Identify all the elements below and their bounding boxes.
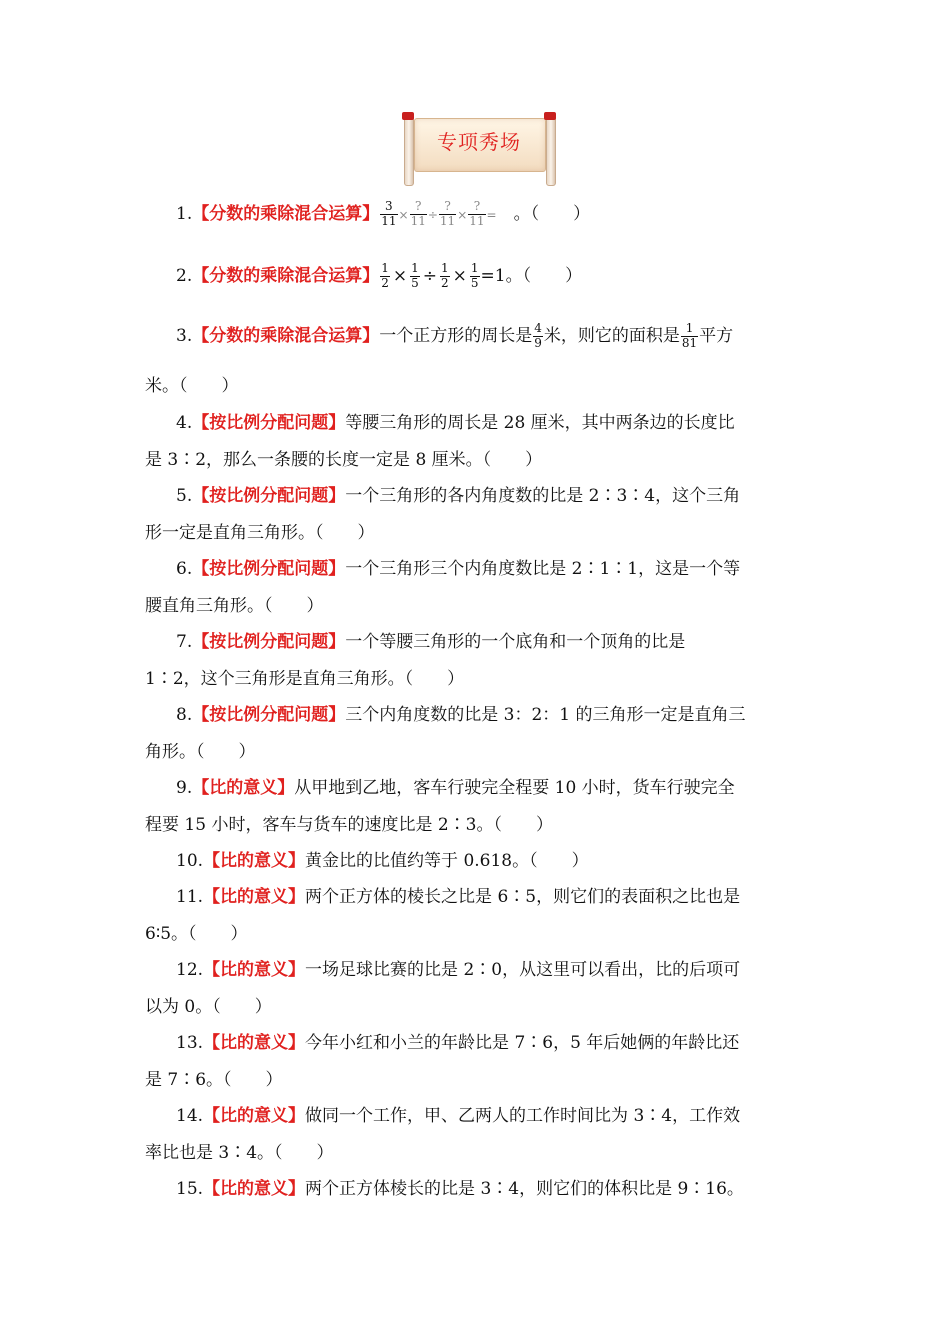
fraction: $\frac{1}{5}$ bbox=[470, 261, 479, 290]
fraction: $\frac{1}{81}$ bbox=[681, 321, 698, 350]
question-text: 米，则它的面积是 bbox=[543, 325, 680, 346]
question-number: 5. bbox=[176, 486, 193, 506]
fraction-faint: $\frac{?}{11}$ bbox=[410, 199, 426, 228]
question-tag: 【比的意义】 bbox=[203, 851, 306, 871]
question-7-line-2: 1∶2，这个三角形是直角三角形。（ ） bbox=[145, 669, 465, 689]
question-number: 2. bbox=[176, 265, 193, 286]
question-text: 一个三角形三个内角度数比是 2∶1∶1，这是一个等 bbox=[345, 559, 741, 579]
question-11-line-2: 6∶5。（ ） bbox=[145, 924, 248, 944]
scroll-rod-right bbox=[546, 114, 556, 186]
question-tag: 【按比例分配问题】 bbox=[192, 413, 346, 433]
question-12-line-2: 以为 0。（ ） bbox=[145, 997, 272, 1017]
question-5 bbox=[176, 488, 740, 505]
question-text: 两个正方体棱长的比是 3∶4，则它们的体积比是 9∶16。 bbox=[305, 1179, 744, 1199]
question-tag: 【按比例分配问题】 bbox=[192, 559, 346, 579]
answer-blank: 。（ ） bbox=[513, 203, 591, 224]
operator: × bbox=[452, 265, 467, 286]
question-number: 9. bbox=[176, 778, 193, 798]
question-13 bbox=[176, 1035, 739, 1052]
question-10 bbox=[176, 853, 589, 870]
fraction: $\frac{1}{2}$ bbox=[441, 261, 449, 290]
question-tag: 【比的意义】 bbox=[192, 778, 295, 798]
question-12 bbox=[176, 962, 740, 979]
question-tag: 【按比例分配问题】 bbox=[192, 705, 346, 725]
question-14-line-2: 率比也是 3∶4。（ ） bbox=[145, 1143, 334, 1163]
question-text: 黄金比的比值约等于 0.618。（ ） bbox=[305, 851, 589, 871]
question-15 bbox=[176, 1181, 744, 1198]
question-5-line-2: 形一定是直角三角形。（ ） bbox=[145, 523, 375, 543]
question-number: 14. bbox=[176, 1106, 204, 1126]
question-7 bbox=[176, 634, 685, 651]
operator: ÷ bbox=[422, 265, 438, 286]
question-number: 11. bbox=[176, 887, 204, 907]
banner-title: 专项秀场 bbox=[437, 130, 521, 154]
question-number: 13. bbox=[176, 1033, 204, 1053]
question-tag: 【按比例分配问题】 bbox=[192, 486, 346, 506]
question-text: 做同一个工作，甲、乙两人的工作时间比为 3∶4，工作效 bbox=[305, 1106, 741, 1126]
scroll-tip-right bbox=[544, 112, 556, 120]
question-2 bbox=[176, 262, 582, 291]
question-4 bbox=[176, 415, 735, 432]
scroll-rod-left bbox=[404, 114, 414, 186]
operator: ÷ bbox=[427, 207, 438, 222]
fraction-faint: $\frac{?}{11}$ bbox=[439, 199, 456, 228]
question-tag: 【分数的乘除混合运算】 bbox=[192, 203, 380, 224]
question-text: 平方 bbox=[699, 325, 734, 346]
question-11 bbox=[176, 889, 740, 906]
fraction: $\frac{3}{11}$ bbox=[381, 199, 397, 228]
question-number: 3. bbox=[176, 325, 193, 346]
question-4-line-2: 是 3∶2，那么一条腰的长度一定是 8 厘米。（ ） bbox=[145, 450, 543, 470]
question-tag: 【分数的乘除混合运算】 bbox=[192, 325, 380, 346]
question-tag: 【比的意义】 bbox=[203, 1106, 306, 1126]
question-text: 从甲地到乙地，客车行驶完全程要 10 小时，货车行驶完全 bbox=[294, 778, 735, 798]
question-1 bbox=[176, 200, 590, 229]
question-number: 8. bbox=[176, 705, 193, 725]
question-text: 三个内角度数的比是 3：2：1 的三角形一定是直角三 bbox=[345, 705, 746, 725]
question-text: 一个等腰三角形的一个底角和一个顶角的比是 bbox=[345, 632, 686, 652]
question-number: 4. bbox=[176, 413, 193, 433]
question-8 bbox=[176, 707, 746, 724]
scroll-tip-left bbox=[402, 112, 414, 120]
question-tag: 【比的意义】 bbox=[203, 960, 306, 980]
fraction-faint: $\frac{?}{11}$ bbox=[469, 199, 485, 228]
question-number: 12. bbox=[176, 960, 204, 980]
fraction: $\frac{1}{2}$ bbox=[381, 261, 389, 290]
question-14 bbox=[176, 1108, 740, 1125]
question-number: 10. bbox=[176, 851, 204, 871]
question-tag: 【比的意义】 bbox=[203, 1179, 306, 1199]
question-3 bbox=[176, 322, 733, 351]
question-3-line-2: 米。（ ） bbox=[145, 376, 239, 396]
question-6-line-2: 腰直角三角形。（ ） bbox=[145, 596, 324, 616]
question-8-line-2: 角形。（ ） bbox=[145, 742, 256, 762]
operator: × bbox=[457, 207, 468, 222]
question-text: 一个三角形的各内角度数的比是 2∶3∶4，这个三角 bbox=[345, 486, 741, 506]
question-number: 15. bbox=[176, 1179, 204, 1199]
operator: × bbox=[398, 207, 409, 222]
question-tag: 【比的意义】 bbox=[203, 1033, 306, 1053]
question-number: 6. bbox=[176, 559, 193, 579]
question-text: 等腰三角形的周长是 28 厘米，其中两条边的长度比 bbox=[345, 413, 735, 433]
question-number: 1. bbox=[176, 203, 193, 224]
question-9-line-2: 程要 15 小时，客车与货车的速度比是 2∶3。（ ） bbox=[145, 815, 553, 835]
operator: × bbox=[392, 265, 408, 286]
question-text: 一个正方形的周长是 bbox=[379, 325, 533, 346]
answer-blank: =1。（ ） bbox=[480, 265, 583, 286]
fraction: $\frac{4}{9}$ bbox=[534, 321, 542, 350]
question-number: 7. bbox=[176, 632, 193, 652]
question-13-line-2: 是 7∶6。（ ） bbox=[145, 1070, 283, 1090]
equals: = bbox=[486, 207, 497, 222]
question-6 bbox=[176, 561, 740, 578]
question-text: 今年小红和小兰的年龄比是 7∶6，5 年后她俩的年龄比还 bbox=[305, 1033, 740, 1053]
question-tag: 【分数的乘除混合运算】 bbox=[192, 265, 380, 286]
section-banner bbox=[400, 112, 562, 186]
fraction: $\frac{1}{5}$ bbox=[411, 261, 419, 290]
question-9 bbox=[176, 780, 735, 797]
question-tag: 【按比例分配问题】 bbox=[192, 632, 346, 652]
question-text: 一场足球比赛的比是 2∶0，从这里可以看出，比的后项可 bbox=[305, 960, 741, 980]
question-text: 两个正方体的棱长之比是 6∶5，则它们的表面积之比也是 bbox=[305, 887, 741, 907]
question-tag: 【比的意义】 bbox=[203, 887, 306, 907]
